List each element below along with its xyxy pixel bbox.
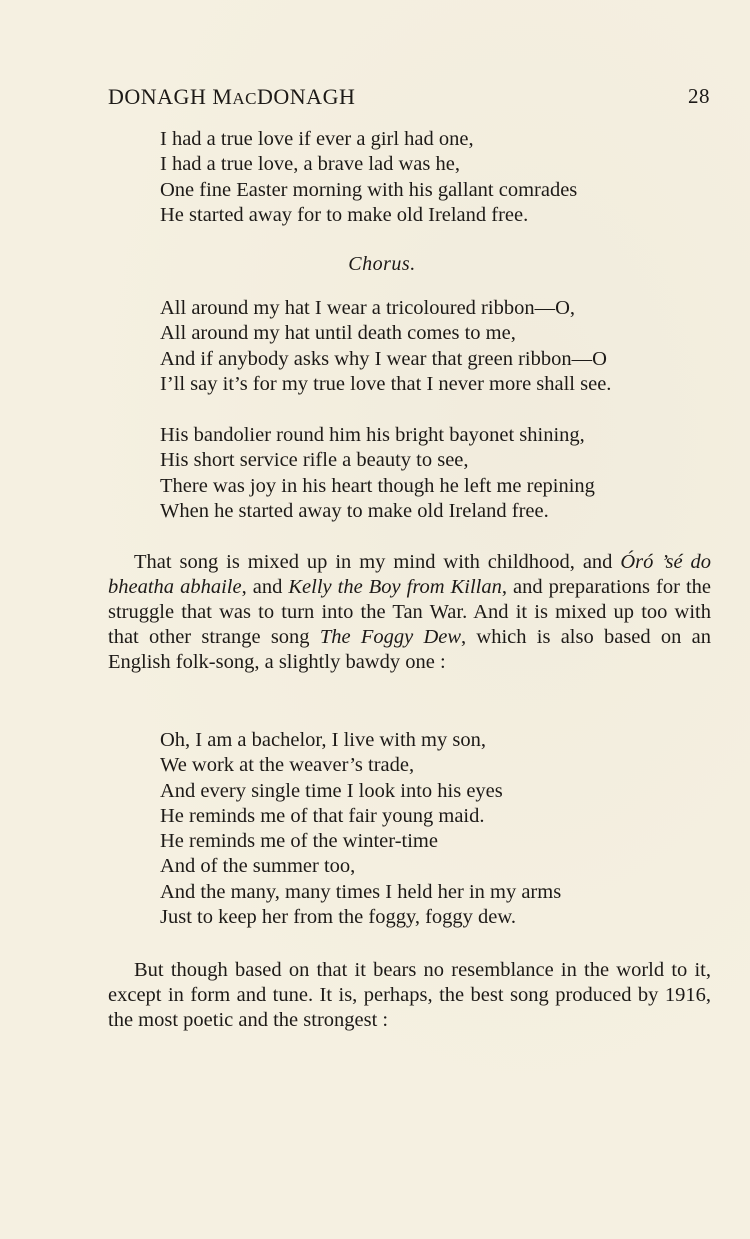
verse-stanza-2 [160,423,595,524]
verse-line: Oh, I am a bachelor, I live with my son, [160,729,486,751]
verse-line: When he started away to make old Ireland free. [160,499,549,522]
verse-line: We work at the weaver’s trade, [160,754,415,777]
song-title: The Foggy Dew [319,626,462,648]
page-number: 28 [688,84,710,108]
verse-line: All around my hat I wear a tricoloured ribbon—O, [160,297,576,319]
verse-line: His short service rifle a beauty to see, [160,449,469,472]
song-title: Kelly the Boy from Killan [288,576,502,598]
song-title: Óró ’sé do bheatha abhaile [108,551,711,598]
verse-line: There was joy in his heart though he left me repining [160,474,595,497]
verse-line: And if anybody asks why I wear that green ribbon—O [160,347,607,370]
verse-line: And the many, many times I held her in my arms [160,880,562,903]
verse-line: Just to keep her from the foggy, foggy dew. [160,906,517,929]
verse-line: I had a true love, a brave lad was he, [160,153,460,176]
running-head [108,84,710,112]
prose-paragraph-2: But though based on that it bears no resemblance in the world to it, except in form and tune. It is, perhaps, the best song produced by 1916, the most poetic and the strongest : [108,959,711,1031]
author-name: DONAGH MACDONAGH [108,84,356,109]
chorus-heading: Chorus. [348,253,416,275]
verse-line: He reminds me of that fair young maid. [160,804,485,827]
verse-line: All around my hat until death comes to me, [160,322,516,345]
verse-line: He reminds me of the winter-time [160,830,438,853]
chorus-stanza [160,296,611,397]
verse-line: I had a true love if ever a girl had one, [160,128,474,150]
verse-line: He started away for to make old Ireland free. [160,203,529,226]
verse-stanza-1 [160,127,577,228]
prose-paragraph-1: That song is mixed up in my mind with childhood, and Óró ’sé do bheatha abhaile, and Kelly the Boy from Killan, and preparations for the struggle that was to turn into the Tan War. And it is mixed up too with that other strange song The Foggy Dew, which is also based on an English folk-song, a slightly bawdy one : [108,551,711,673]
verse-line: And of the summer too, [160,855,356,878]
verse-line: I’ll say it’s for my true love that I never more shall see. [160,372,612,395]
verse-line: One fine Easter morning with his gallant comrades [160,178,578,201]
verse-line: His bandolier round him his bright bayonet shining, [160,424,585,446]
verse-line: And every single time I look into his eyes [160,779,503,802]
verse-stanza-3 [160,728,561,930]
